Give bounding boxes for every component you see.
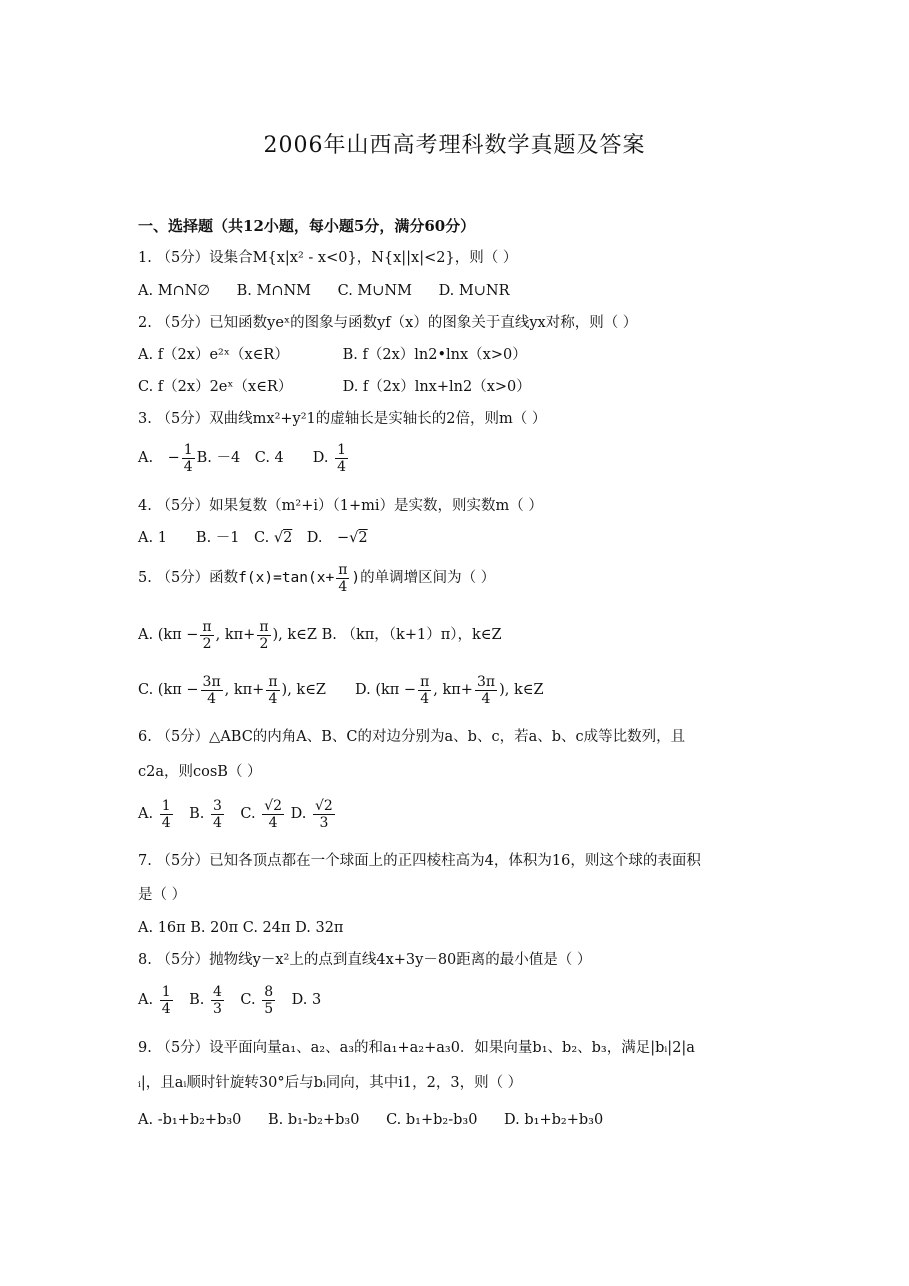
question-options: A. (kπ − $\frac{\pi}{2}$ , kπ+ $\frac{\pi}{2}$ ), k∈Z B. （kπ，（k+1）π），k∈Z <box>138 618 502 652</box>
option: A. -b₁+b₂+b₃0 <box>138 1112 242 1128</box>
question-stem: 3. （5分）双曲线mx²+y²1的虚轴长是实轴长的2倍，则m（ ） <box>138 411 547 427</box>
question-options: A. $\frac{1}{4}$ B. $\frac{4}{3}$ C. $\frac{8}{5}$ D. 3 <box>138 983 322 1017</box>
option: D. f（2x）lnx+ln2（x>0） <box>342 379 531 395</box>
question-options: A. $\frac{1}{4}$ B. $\frac{3}{4}$ C. $\frac{√2}{4}$ D. $\frac{√2}{3}$ <box>138 797 333 831</box>
option: A. M∩N∅ <box>138 283 211 299</box>
question-stem: c2a，则cosB（ ） <box>138 764 262 780</box>
option: D. b₁+b₂+b₃0 <box>504 1112 604 1128</box>
option: A. 16π <box>138 920 186 936</box>
fraction: $\frac{1}{4}$ <box>337 441 347 475</box>
sqrt2: √2 <box>273 530 293 546</box>
option: C. M∪NM <box>337 283 412 299</box>
question-stem: 8. （5分）抛物线y－x²上的点到直线4x+3y－80距离的最小值是（ ） <box>138 952 592 968</box>
question-options <box>138 281 532 301</box>
question-options: A. 1 B. －1 C. √2 D. −√2 <box>138 530 368 546</box>
option: B. b₁-b₂+b₃0 <box>268 1112 360 1128</box>
option: B. 20π <box>190 920 239 936</box>
option: B. f（2x）ln2•lnx（x>0） <box>342 347 527 363</box>
option: C. f（2x）2eˣ（x∈R） <box>138 379 293 395</box>
question-options <box>138 345 549 365</box>
question-stem: 9. （5分）设平面向量a₁、a₂、a₃的和a₁+a₂+a₃0．如果向量b₁、b₂、b₃，满足|bᵢ|2|a <box>138 1040 695 1056</box>
question-options <box>138 440 350 476</box>
question-stem: 1. （5分）设集合M{x|x² - x<0}，N{x||x|<2}，则（ ） <box>138 250 518 266</box>
question-stem: 7. （5分）已知各顶点都在一个球面上的正四棱柱高为4，体积为16，则这个球的表面积 <box>138 853 701 869</box>
question-options <box>138 1110 625 1130</box>
question-options <box>138 918 343 938</box>
page-title: 2006年山西高考理科数学真题及答案 <box>263 133 646 158</box>
option: C. b₁+b₂-b₃0 <box>386 1112 478 1128</box>
question-stem: 是（ ） <box>138 887 187 903</box>
option: A. f（2x）e²ˣ（x∈R） <box>138 347 289 363</box>
question-stem: 2. （5分）已知函数yeˣ的图象与函数yf（x）的图象关于直线yx对称，则（ ） <box>138 315 638 331</box>
option-a-label: A. − <box>138 450 180 466</box>
option: C. 24π <box>242 920 291 936</box>
question-options <box>138 377 553 397</box>
question-stem: 4. （5分）如果复数（m²+i）（1+mi）是实数，则实数m（ ） <box>138 498 543 514</box>
question-stem: 5. （5分）函数f(x)=tan(x+ $\frac{\pi}{4}$ )的单调增区间为（ ） <box>138 561 496 595</box>
option: B. M∩NM <box>236 283 312 299</box>
option: D. M∪NR <box>438 283 510 299</box>
option: D. 32π <box>295 920 344 936</box>
option: B. －4 C. 4 D. <box>196 450 334 466</box>
section-heading: 一、选择题（共12小题，每小题5分，满分60分） <box>138 217 476 235</box>
question-stem: 6. （5分）△ABC的内角A、B、C的对边分别为a、b、c，若a、b、c成等比数列，且 <box>138 729 686 745</box>
fraction: $\frac{1}{4}$ <box>183 441 193 475</box>
question-stem: ᵢ|，且aᵢ顺时针旋转30°后与bᵢ同向，其中i1，2，3，则（ ） <box>138 1075 523 1091</box>
question-options: C. (kπ − $\frac{3\pi}{4}$ , kπ+ $\frac{\pi}{4}$ ), k∈Z D. (kπ − $\frac{\pi}{4}$ , kπ+ $\frac{3\pi}{4}$ ), k∈Z <box>138 673 544 707</box>
